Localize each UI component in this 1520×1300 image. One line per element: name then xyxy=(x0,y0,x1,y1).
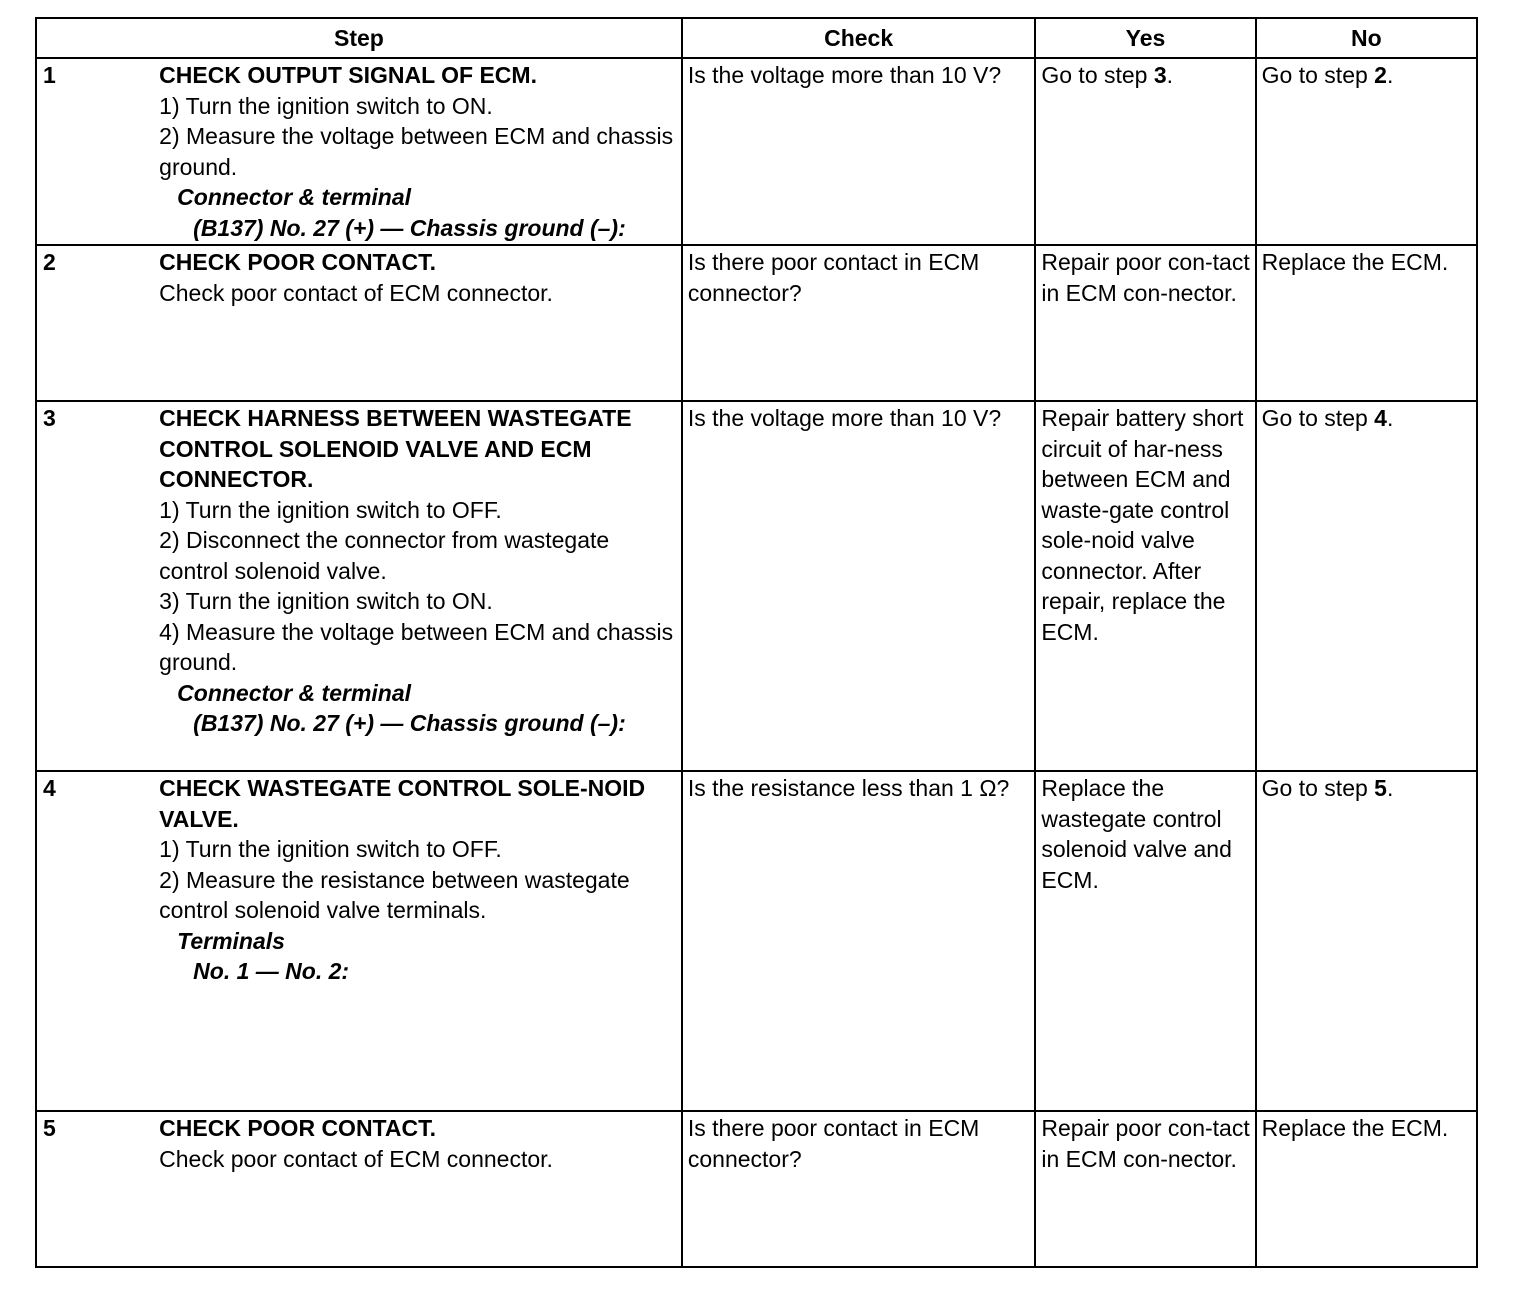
no-cell xyxy=(1256,401,1477,771)
yes-cell: Repair battery short circuit of har-ness between ECM and waste-gate control sole-noid valve connector. After repair, replace the ECM. xyxy=(1035,401,1255,771)
step-description xyxy=(159,1111,682,1267)
step-line: 1) Turn the ignition switch to ON. xyxy=(159,92,493,119)
step-line: 1) Turn the ignition switch to OFF. xyxy=(159,496,502,523)
check-cell: Is the voltage more than 10 V? xyxy=(682,401,1035,771)
no-text: Go to step xyxy=(1261,775,1375,801)
header-step: Step xyxy=(36,18,682,58)
step-description xyxy=(159,401,682,771)
header-check: Check xyxy=(682,18,1035,58)
no-text: Go to step xyxy=(1261,405,1375,431)
yes-text-end: . xyxy=(1166,62,1174,88)
yes-cell: Replace the wastegate control solenoid valve and ECM. xyxy=(1035,771,1255,1111)
yes-text: Go to step xyxy=(1041,62,1154,88)
step-line: 4) Measure the voltage between ECM and chassis ground. xyxy=(159,618,674,675)
check-cell: Is the voltage more than 10 V? xyxy=(682,58,1035,245)
diagnostic-table xyxy=(35,17,1478,1268)
step-description xyxy=(159,245,682,401)
no-text: Go to step xyxy=(1261,62,1375,88)
no-text-end: . xyxy=(1386,62,1394,88)
step-number: 1 xyxy=(36,58,159,245)
check-cell: Is there poor contact in ECM connector? xyxy=(682,1111,1035,1267)
yes-cell xyxy=(1035,58,1255,245)
spec-heading: Connector & terminal xyxy=(177,184,412,210)
yes-cell: Repair poor con-tact in ECM con-nector. xyxy=(1035,1111,1255,1267)
step-number: 4 xyxy=(36,771,159,1111)
step-line: Check poor contact of ECM connector. xyxy=(159,279,553,306)
step-number: 5 xyxy=(36,1111,159,1267)
no-step-ref: 4 xyxy=(1374,405,1387,431)
yes-step-ref: 3 xyxy=(1153,62,1167,88)
no-step-ref: 2 xyxy=(1374,62,1387,88)
spec-detail: (B137) No. 27 (+) — Chassis ground (–): xyxy=(193,710,626,736)
yes-cell: Repair poor con-tact in ECM con-nector. xyxy=(1035,245,1255,401)
step-title: CHECK POOR CONTACT. xyxy=(159,249,437,275)
step-title: CHECK WASTEGATE CONTROL SOLE-NOID VALVE. xyxy=(159,775,646,832)
no-step-ref: 5 xyxy=(1374,775,1387,801)
step-title: CHECK OUTPUT SIGNAL OF ECM. xyxy=(159,62,537,88)
table-row xyxy=(36,58,1477,245)
no-cell xyxy=(1256,771,1477,1111)
check-cell: Is there poor contact in ECM connector? xyxy=(682,245,1035,401)
step-title: CHECK POOR CONTACT. xyxy=(159,1115,437,1141)
header-yes: Yes xyxy=(1035,18,1255,58)
no-cell xyxy=(1256,58,1477,245)
table-row xyxy=(36,401,1477,771)
header-no: No xyxy=(1256,18,1477,58)
step-line: 2) Measure the resistance between wastegate control solenoid valve terminals. xyxy=(159,866,630,923)
no-cell: Replace the ECM. xyxy=(1256,1111,1477,1267)
step-line: 2) Measure the voltage between ECM and chassis ground. xyxy=(159,123,674,180)
no-text-end: . xyxy=(1386,405,1394,431)
step-description xyxy=(159,771,682,1111)
table-row xyxy=(36,245,1477,401)
step-description xyxy=(159,58,682,245)
check-cell: Is the resistance less than 1 Ω? xyxy=(682,771,1035,1111)
spec-detail: No. 1 — No. 2: xyxy=(193,958,350,984)
header-row xyxy=(36,18,1477,58)
spec-heading: Terminals xyxy=(177,927,285,954)
step-line: 3) Turn the ignition switch to ON. xyxy=(159,588,493,614)
step-number: 3 xyxy=(36,401,159,771)
step-title: CHECK HARNESS BETWEEN WASTEGATE CONTROL SOLENOID VALVE AND ECM CONNECTOR. xyxy=(159,405,632,492)
no-cell: Replace the ECM. xyxy=(1256,245,1477,401)
table-row xyxy=(36,771,1477,1111)
no-text-end: . xyxy=(1386,775,1394,801)
step-number: 2 xyxy=(36,245,159,401)
step-line: Check poor contact of ECM connector. xyxy=(159,1145,553,1172)
table-row xyxy=(36,1111,1477,1267)
spec-heading: Connector & terminal xyxy=(177,679,412,706)
spec-detail: (B137) No. 27 (+) — Chassis ground (–): xyxy=(193,214,626,241)
step-line: 1) Turn the ignition switch to OFF. xyxy=(159,836,502,862)
step-line: 2) Disconnect the connector from wastegate control solenoid valve. xyxy=(159,527,610,584)
